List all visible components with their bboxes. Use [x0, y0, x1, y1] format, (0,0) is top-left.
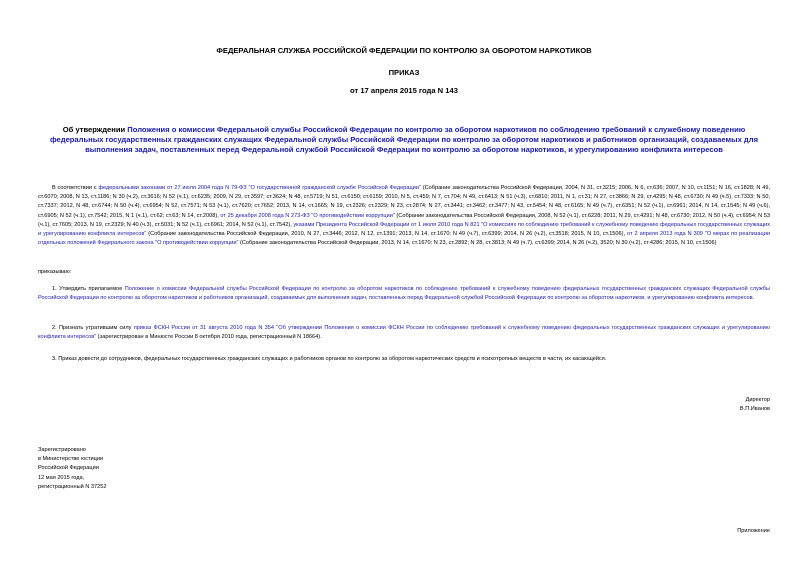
title-prefix: Об утверждении	[62, 125, 128, 134]
order-item-1	[38, 285, 770, 303]
link-order-354[interactable]: приказ ФСКН России от 31 августа 2010 года N 354 "Об утверждении Положения о комиссии ФСКН России по соблюдению требований к служебному поведению федеральных государственных гражданских служащих и урегулированию конфликта интересов"	[38, 325, 771, 341]
preamble-text-1: В соответствии с	[52, 185, 99, 191]
signature-name: В.П.Иванов	[739, 406, 770, 413]
document-title	[38, 125, 770, 155]
order-item-2	[38, 324, 770, 342]
preamble-text-5: (Собрание законодательства Российской Федерации, 2013, N 14, ст.1670; N 23, ст.2892; N 28, ст.3813; N 49 (ч.7), ст.6399; 2014, N 26 (ч.2), 3520; N 30 (ч.2), ст.4286; 2015, N 10, ст.1506)	[238, 240, 717, 247]
preamble-text-3: (Собрание законодательства Российской Федерации, 2008, N 52 (ч.1), ст.6228; 2011, N 29, ст.4291; N 48, ст.6730; 2012, N 50 (ч.4), ст.6954; N 53 (ч.1), ст.7605; 2013, N 19, ст.2329; N 40 (ч.3), ст.5031; N 52 (ч.1), ст.6961; 2014, N 52 (ч.1), ст.7542),	[38, 212, 770, 228]
preamble-paragraph	[38, 184, 770, 248]
item2-text-1: 2. Признать утратившим силу	[52, 325, 134, 331]
signature-block	[740, 396, 770, 414]
link-law-273fz[interactable]: от 25 декабря 2008 года N 273-ФЗ "О противодействии коррупции"	[220, 212, 395, 219]
registration-line-2: в Министерстве юстиции	[38, 456, 104, 463]
signature-position: Директор	[745, 397, 770, 403]
order-item-3: 3. Приказ довести до сотрудников, федеральных государственных гражданских служащих и работников органов по контролю за оборотом наркотических средств и психотропных веществ в части, их касающейся.	[52, 356, 607, 362]
preamble-text-4: (Собрание законодательства Российской Федерации, 2010, N 27, ст.3446; 2012, N 12, ст.1391; 2013, N 14, ст.1670; N 49 (ч.7), ст.6399; 2014, N 26 (ч.2), ст.3518; 2015, N 10, ст.1506),	[146, 231, 628, 238]
link-regulation[interactable]: Положение о комиссии Федеральной службы Российской Федерации по контролю за оборотом наркотиков по соблюдению требований к служебному поведению федеральных государственных гражданских служащих Федеральной службы Российской Федерации по контролю за оборотом наркотиков и работников организаций, создаваемых для выполнения задач, поставленных перед Федеральной службой Российской Федерации по контролю за оборотом наркотиков, и урегулированию конфликта интересов	[38, 286, 770, 302]
item1-text-2: .	[752, 295, 755, 302]
registration-line-4: 12 мая 2015 года,	[38, 474, 85, 481]
registration-block	[38, 446, 106, 492]
attachment-label: Приложение	[737, 528, 770, 534]
item2-text-2: (зарегистрирован в Минюсте России 8 октября 2010 года, регистрационный N 18664).	[96, 334, 322, 341]
agency-name: ФЕДЕРАЛЬНАЯ СЛУЖБА РОССИЙСКОЙ ФЕДЕРАЦИИ ПО КОНТРОЛЮ ЗА ОБОРОТОМ НАРКОТИКОВ	[216, 46, 592, 55]
item1-text-1: 1. Утвердить прилагаемое	[52, 286, 125, 292]
order-word: приказываю:	[38, 269, 72, 275]
title-link[interactable]: Положения о комиссии Федеральной службы Российской Федерации по контролю за оборотом наркотиков по соблюдению требований к служебному поведению федеральных государственных гражданских служащих Федеральной службы Российской Федерации по контролю за оборотом наркотиков и работников организаций, создаваемых для выполнения задач, поставленных перед Федеральной службой Российской Федерации по контролю за оборотом наркотиков, и урегулированию конфликта интересов	[49, 125, 759, 154]
registration-line-5: регистрационный N 37252	[38, 483, 107, 490]
registration-line-1: Зарегистрировано	[38, 447, 86, 453]
link-decree-309[interactable]: от 2 апреля 2013 года N 309 "О мерах по реализации отдельных положений Федерального закона "О противодействии коррупции"	[38, 231, 770, 247]
document-type: ПРИКАЗ	[388, 68, 420, 77]
link-decree-821[interactable]: указами Президента Российской Федерации от 1 июля 2010 года N 821 "О комиссиях по соблюдению требований к служебному поведению федеральных государственных служащих и урегулированию конфликта интересов"	[38, 221, 770, 238]
link-law-79fz[interactable]: федеральными законами от 27 июля 2004 года N 79-ФЗ "О государственной гражданской службе Российской Федерации"	[98, 185, 421, 191]
registration-line-3: Российской Федерации	[38, 465, 99, 472]
document-date-number: от 17 апреля 2015 года N 143	[350, 86, 458, 95]
preamble-text-2: (Собрание законодательства Российской Федерации, 2004, N 31, ст.3215; 2006, N 6, ст.636; 2007, N 10, ст.1151; N 16, ст.1828; N 49, ст.6070; 2008, N 13, ст.1186; N 30 (ч.2), ст.3616; N 52 (ч.1), ст.6235; 2009, N 29, ст.3597; ст.3624; N 48, ст.5719; N 51, ст.6150; ст.6159; 2010, N 5, ст.459; N 7, ст.704; N 49, ст.6413; N 51 (ч.3), ст.6810; 2011, N 1, ст.31; N 27, ст.3866; N 29, ст.4295; N 48, ст.6730; N 49 (ч.5), ст.7333; N 50, ст.7337; 2012, N 48, ст.6744; N 50 (ч.4), ст.6954; N 52, ст.7571; N 53 (ч.1), ст.7620; ст.7652; 2013, N 14, ст.1665; N 19, ст.2326; ст.2329; N 23, ст.2874; N 27, ст.3441; ст.3462; ст.3477; N 43, ст.5454; N 48, ст.6165; N 49 (ч.7), ст.6351; N 52 (ч.1), ст.6961; 2014, N 14, ст.1545; N 49 (ч.6), ст.6905; N 52 (ч.1), ст.7542; 2015, N 1 (ч.1), ст.62; ст.63; N 14, ст.2008),	[38, 185, 770, 219]
